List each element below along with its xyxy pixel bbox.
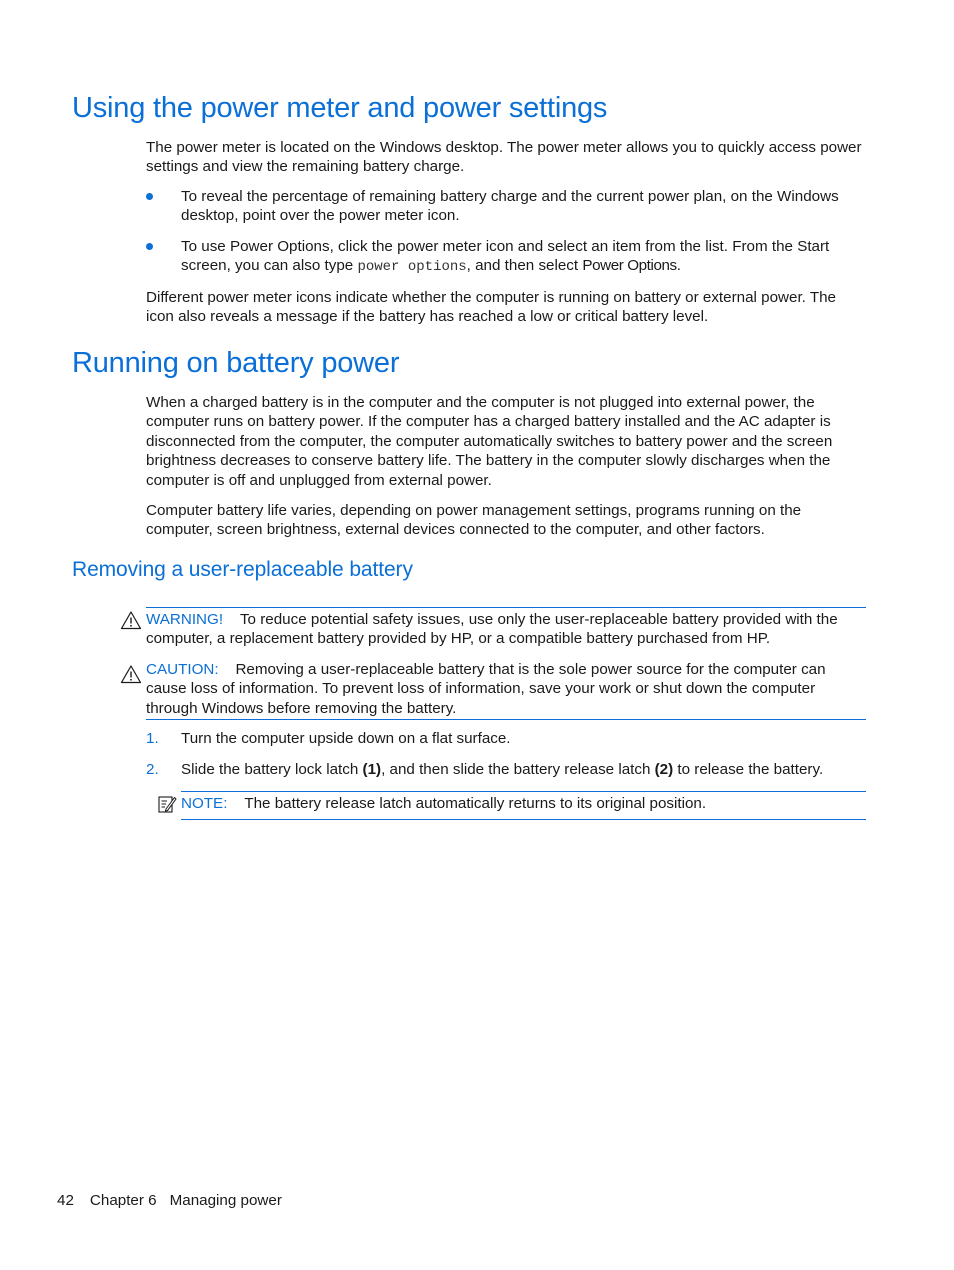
warning-top-rule [146, 607, 866, 608]
bullet-icon [146, 243, 153, 250]
note-pencil-icon [157, 794, 177, 814]
caution-admonition [146, 660, 866, 718]
step-number: 2. [146, 761, 159, 778]
section-heading-power-meter: Using the power meter and power settings [72, 92, 608, 124]
battery-power-para-1: When a charged battery is in the computer and the computer is not plugged into external power, the computer runs on battery power. If the computer has a charged battery installed and the AC adapter is disconnected from the computer, the computer automatically switches to battery power and the screen brightness decreases to conserve battery life. The battery in the computer slowly discharges when the computer is off and unplugged from external power. [146, 394, 833, 489]
note-label: NOTE: [181, 795, 228, 812]
note-top-rule [181, 791, 866, 792]
warning-triangle-icon [120, 610, 142, 630]
step-number: 1. [146, 730, 159, 747]
power-meter-intro: The power meter is located on the Windows desktop. The power meter allows you to quickly access power settings and view the remaining battery charge. [146, 139, 862, 176]
list-item [146, 760, 866, 780]
callout-2: (2) [654, 761, 674, 778]
warning-label: WARNING! [146, 611, 224, 628]
caution-bottom-rule [146, 719, 866, 720]
step-text-part: to release the battery. [673, 761, 824, 778]
caution-text: Removing a user-replaceable battery that is the sole power source for the computer can cause loss of information. To prevent loss of information, save your work or shut down the computer through Windows before removing the battery. [146, 661, 826, 717]
page-footer [57, 1191, 298, 1210]
note-text: The battery release latch automatically returns to its original position. [244, 795, 707, 812]
step-text-part: , and then slide the battery release latch [381, 761, 655, 778]
list-item [146, 237, 866, 277]
chapter-title: Managing power [169, 1192, 282, 1209]
caution-triangle-icon [120, 664, 142, 684]
bullet-text-part: . [676, 257, 681, 275]
bullet-icon [146, 193, 153, 200]
step-text: Turn the computer upside down on a flat surface. [181, 730, 511, 747]
bullet-text-part: , and then select [466, 257, 583, 275]
page-number: 42 [57, 1192, 74, 1209]
command-code: power options [357, 259, 467, 276]
bullet-text: To reveal the percentage of remaining battery charge and the current power plan, on the Windows desktop, point over the power meter icon. [181, 188, 839, 225]
bullet-text-part: To use Power Options, click the power meter icon and select an item from the list. From the Start screen, you can also type [181, 238, 830, 275]
step-text-part: Slide the battery lock latch [181, 761, 363, 778]
ui-term: Power Options [582, 257, 677, 275]
bullet-text [181, 237, 866, 278]
note-bottom-rule [181, 819, 866, 820]
section-heading-removing-battery: Removing a user-replaceable battery [72, 558, 413, 581]
list-item [146, 187, 866, 227]
warning-text: To reduce potential safety issues, use only the user-replaceable battery provided with the computer, a replacement battery provided by HP, or a compatible battery purchased from HP. [146, 611, 838, 648]
step-text [181, 760, 866, 779]
callout-1: (1) [362, 761, 382, 778]
chapter-number: Chapter 6 [89, 1192, 157, 1209]
note-admonition [181, 794, 866, 813]
warning-admonition [146, 610, 866, 649]
caution-label: CAUTION: [146, 661, 219, 678]
power-meter-closing: Different power meter icons indicate whether the computer is running on battery or external power. The icon also reveals a message if the battery has reached a low or critical battery level. [146, 289, 836, 326]
section-heading-battery-power: Running on battery power [72, 347, 400, 379]
battery-power-para-2: Computer battery life varies, depending on power management settings, programs running on the computer, screen brightness, external devices connected to the computer, and other factors. [146, 502, 802, 539]
list-item [146, 729, 866, 749]
